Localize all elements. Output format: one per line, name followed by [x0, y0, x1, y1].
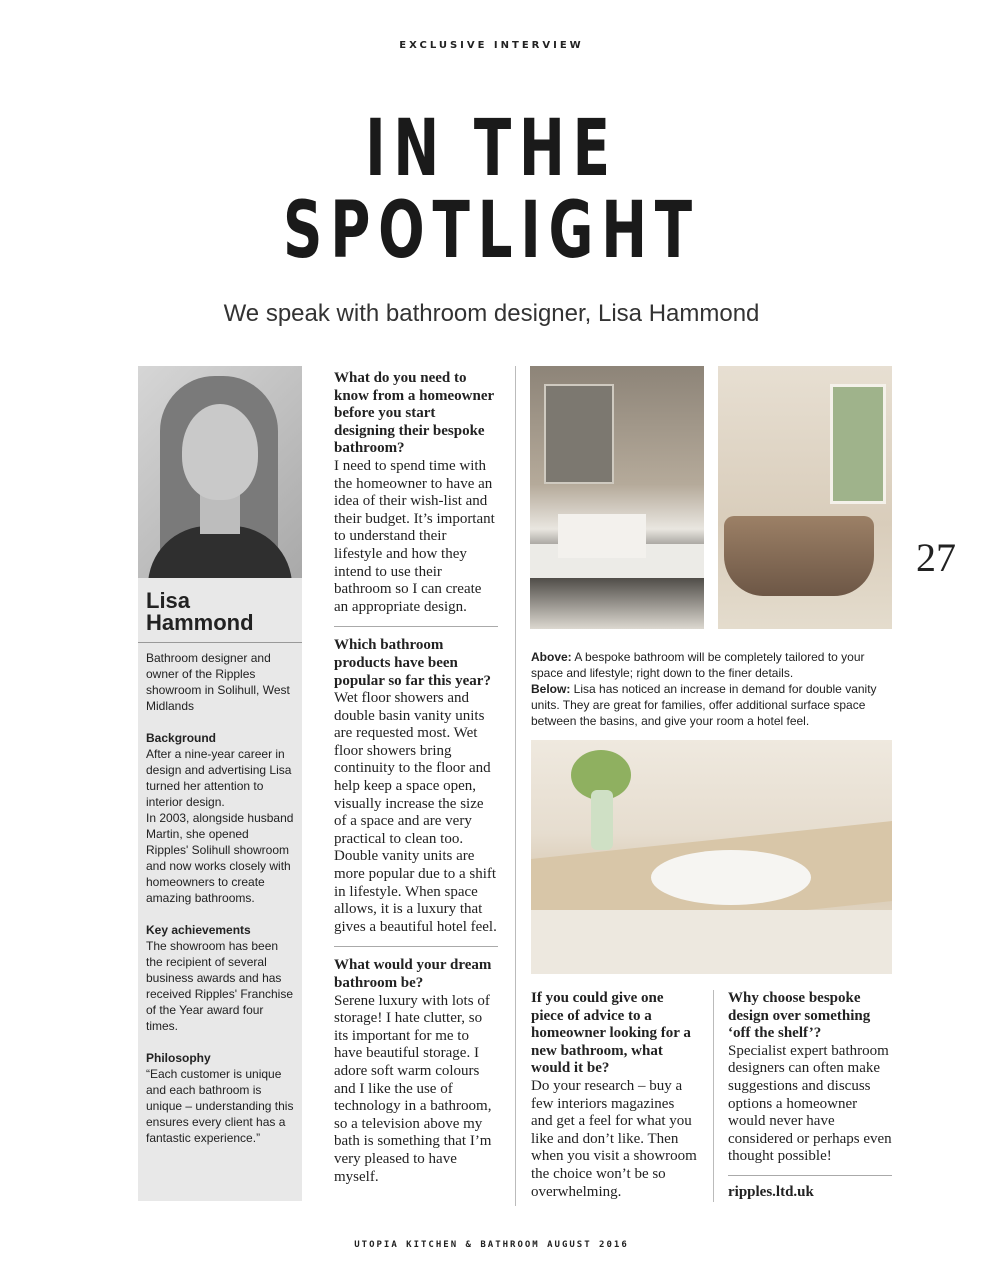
portrait-photo: [138, 366, 302, 578]
divider: [334, 946, 498, 947]
caption-below-label: Below:: [531, 682, 571, 696]
answer-2: Wet floor showers and double basin vanity units are requested most. Wet floor showers bring continuity to the floor and help keep a space open, visually increase the size of a space and are very practical to clean too. Double vanity units are more popular due to a shift in lifestyle. When space allows, it is a luxury that gives a beautiful hotel feel.: [334, 690, 497, 935]
caption-above-label: Above:: [531, 650, 572, 664]
profile-name: Lisa Hammond: [138, 578, 302, 643]
question-4: If you could give one piece of advice to a homeowner looking for a new bathroom, what would it be?: [531, 990, 691, 1077]
achievements-text: The showroom has been the recipient of several business awards and has received Ripples' Franchise of the Year award four times.: [146, 939, 294, 1033]
profile-box: [138, 366, 302, 1201]
answer-3: Serene luxury with lots of storage! I hate clutter, so its important for me to have beautiful storage. I adore soft warm colours and I like the use of technology in a bathroom, so a television above my bath is something that I’m very pleased to have myself.: [334, 992, 492, 1185]
standfirst: We speak with bathroom designer, Lisa Hammond: [223, 300, 760, 327]
answer-1: I need to spend time with the homeowner to have an idea of their wish-list and their budget. It’s important to understand their lifestyle and how they intend to use their bathroom so I can create an appropriate design.: [334, 457, 495, 615]
philosophy-heading: Philosophy: [146, 1051, 211, 1065]
divider: [334, 626, 498, 627]
interview-column-2: [334, 370, 498, 1186]
divider: [728, 1175, 892, 1176]
question-2: Which bathroom products have been popular so far this year?: [334, 637, 491, 689]
background-heading: Background: [146, 731, 217, 745]
profile-details: [138, 643, 302, 1146]
bathroom-photo-mirror: [530, 366, 704, 629]
magazine-footer: UTOPIA KITCHEN & BATHROOM AUGUST 2016: [354, 1240, 629, 1250]
question-5: Why choose bespoke design over something ‘off the shelf’?: [728, 990, 871, 1042]
question-1: What do you need to know from a homeowner before you start designing their bespoke bathroom?: [334, 370, 494, 457]
column-divider: [515, 366, 516, 1206]
bathroom-photo-bathtub: [718, 366, 892, 629]
page-number: 27: [916, 535, 956, 580]
philosophy-text: “Each customer is unique and each bathroom is unique – understanding this ensures every client has a fantastic experience.”: [146, 1067, 294, 1145]
column-divider: [713, 990, 714, 1202]
photo-caption: [531, 649, 893, 729]
profile-intro: Bathroom designer and owner of the Ripples showroom in Solihull, West Midlands: [146, 651, 290, 713]
background-text: After a nine-year career in design and advertising Lisa turned her attention to interior design. In 2003, alongside husband Martin, she opened Ripples' Solihull showroom and now works closely with homeowners to create amazing bathrooms.: [146, 747, 294, 905]
headline-line-2: SPOTLIGHT: [283, 186, 700, 276]
caption-below-text: Lisa has noticed an increase in demand for double vanity units. They are great for families, offer additional surface space between the basins, and give your room a hotel feel.: [531, 682, 877, 728]
website-link[interactable]: ripples.ltd.uk: [728, 1183, 814, 1200]
interview-column-4: [728, 990, 892, 1202]
answer-4: Do your research – buy a few interiors magazines and get a feel for what you like and don’t like. Then when you visit a showroom the choice won’t be so overwhelming.: [531, 1077, 697, 1200]
bathroom-photo-double-vanity: [531, 740, 892, 974]
question-3: What would your dream bathroom be?: [334, 957, 492, 991]
answer-5: Specialist expert bathroom designers can often make suggestions and discuss options a homeowner would never have considered or perhaps even thought possible!: [728, 1042, 892, 1165]
headline: [108, 104, 875, 276]
interview-column-3: [531, 990, 699, 1201]
headline-line-1: IN THE: [365, 104, 618, 194]
achievements-heading: Key achievements: [146, 923, 251, 937]
section-kicker: EXCLUSIVE INTERVIEW: [399, 40, 584, 51]
caption-above-text: A bespoke bathroom will be completely tailored to your space and lifestyle; right down to the finer details.: [531, 650, 865, 680]
